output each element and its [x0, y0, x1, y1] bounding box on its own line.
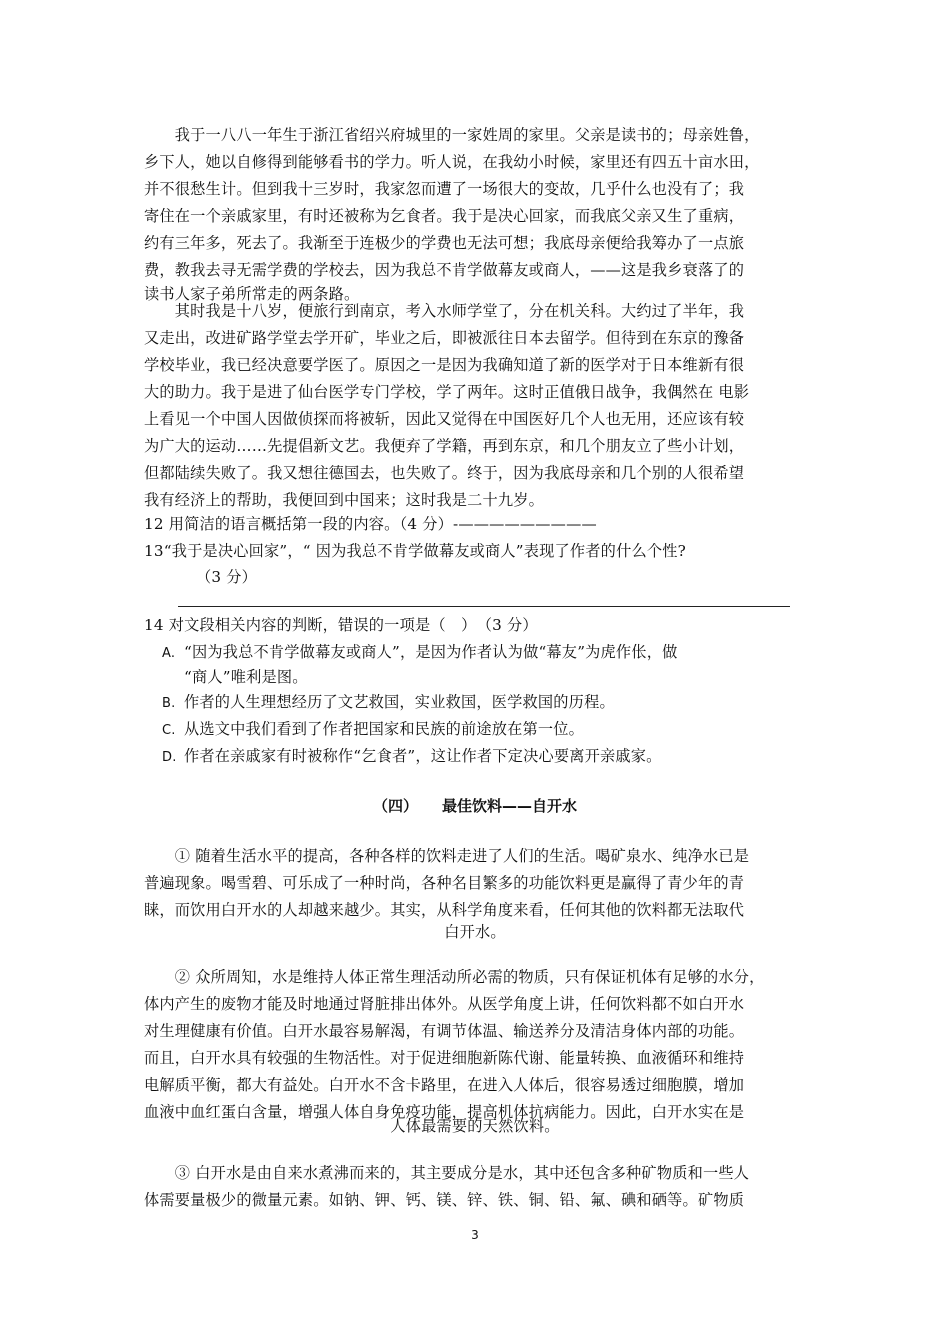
option-text: “商人”唯利是图。 — [184, 668, 308, 686]
text-line: 但都陆续失败了。我又想往德国去，也失败了。终于，因为我底母亲和几个别的人很希望 — [144, 464, 745, 482]
text-line: 为广大的运动……先提倡新文艺。我便弃了学籍，再到东京，和几个朋友立了些小计划， — [144, 437, 745, 455]
text-line: 寄住在一个亲戚家里，有时还被称为乞食者。我于是决心回家，而我底父亲又生了重病， — [144, 207, 745, 225]
option-b — [162, 691, 615, 715]
text-line: 其时我是十八岁，便旅行到南京，考入水师学堂了，分在机关科。大约过了半年，我 — [144, 302, 745, 320]
text-line: 读书人家子弟所常走的两条路。 — [144, 285, 360, 303]
option-marker: C. — [162, 723, 176, 738]
question-13-points: （3 分） — [196, 568, 258, 586]
text-line: ② 众所周知，水是维持人体正常生理活动所必需的物质，只有保证机体有足够的水分， — [144, 968, 765, 986]
text-line: 体需要量极少的微量元素。如钠、钾、钙、镁、锌、铁、铜、铅、氟、碘和硒等。矿物质 — [144, 1191, 745, 1209]
option-d — [162, 745, 662, 769]
option-marker: A. — [162, 646, 176, 661]
text-line: 上看见一个中国人因做侦探而将被斩，因此又觉得在中国医好几个人也无用，还应该有较 — [144, 410, 745, 428]
question-13: 13“我于是决心回家”，“ 因为我总不肯学做幕友或商人”表现了作者的什么个性? — [144, 542, 686, 560]
text-line: 人体最需要的天然饮料。 — [390, 1117, 560, 1135]
answer-line[interactable] — [178, 606, 790, 607]
text-line: 大的助力。我于是进了仙台医学专门学校，学了两年。这时正值俄日战争，我偶然在 电影 — [144, 383, 750, 401]
text-line: 费，教我去寻无需学费的学校去，因为我总不肯学做幕友或商人，——这是我乡衰落了的 — [144, 261, 745, 279]
text-line: 并不很愁生计。但到我十三岁时，我家忽而遭了一场很大的变故，几乎什么也没有了；我 — [144, 180, 745, 198]
text-line: 学校毕业，我已经决意要学医了。原因之一是因为我确知道了新的医学对于日本维新有很 — [144, 356, 745, 374]
text-line: ③ 白开水是由自来水煮沸而来的，其主要成分是水，其中还包含多种矿物质和一些人 — [144, 1164, 750, 1182]
text-line: 对生理健康有价值。白开水最容易解渴，有调节体温、输送养分及清洁身体内部的功能。 — [144, 1022, 745, 1040]
text-line: 体内产生的废物才能及时地通过肾脏排出体外。从医学角度上讲，任何饮料都不如白开水 — [144, 995, 745, 1013]
text-line: 乡下人，她以自修得到能够看书的学力。听人说，在我幼小时候，家里还有四五十亩水田， — [144, 153, 760, 171]
text-line: 电解质平衡，都大有益处。白开水不含卡路里，在进入人体后，很容易透过细胞膜，增加 — [144, 1076, 745, 1094]
text-line: 而且，白开水具有较强的生物活性。对于促进细胞新陈代谢、能量转换、血液循环和维持 — [144, 1049, 745, 1067]
option-text: “因为我总不肯学做幕友或商人”，是因为作者认为做“幕友”为虎作伥，做 — [184, 643, 678, 661]
text-line: 白开水。 — [444, 923, 506, 941]
option-c — [162, 718, 584, 742]
text-line: 血液中血红蛋白含量，增强人体自身免疫功能，提高机体抗病能力。因此，白开水实在是 — [144, 1103, 745, 1121]
section-number: （四） — [372, 797, 418, 815]
text-line: ① 随着生活水平的提高，各种各样的饮料走进了人们的生活。喝矿泉水、纯净水已是 — [144, 847, 750, 865]
question-12: 12 用简洁的语言概括第一段的内容。（4 分）-————————— — [144, 515, 597, 533]
text-line: 普遍现象。喝雪碧、可乐成了一种时尚，各种名目繁多的功能饮料更是赢得了青少年的青 — [144, 874, 745, 892]
text-line: 我于一八八一年生于浙江省绍兴府城里的一家姓周的家里。父亲是读书的；母亲姓鲁， — [144, 126, 760, 144]
text-line: 睐，而饮用白开水的人却越来越少。其实，从科学角度来看，任何其他的饮料都无法取代 — [144, 901, 745, 919]
option-text: 作者在亲戚家有时被称作“乞食者”，这让作者下定决心要离开亲戚家。 — [184, 747, 662, 765]
section-heading: 最佳饮料——自开水 — [442, 797, 578, 815]
option-marker: D. — [162, 750, 177, 765]
text-line: 我有经济上的帮助，我便回到中国来；这时我是二十九岁。 — [144, 491, 545, 509]
option-text: 从选文中我们看到了作者把国家和民族的前途放在第一位。 — [184, 720, 585, 738]
text-line: 约有三年多，死去了。我渐至于连极少的学费也无法可想；我底母亲便给我筹办了一点旅 — [144, 234, 745, 252]
option-marker: B. — [162, 696, 176, 711]
text-line: 又走出，改进矿路学堂去学开矿，毕业之后，即被派往日本去留学。但待到在东京的豫备 — [144, 329, 745, 347]
option-text: 作者的人生理想经历了文艺救国，实业救国，医学救国的历程。 — [184, 693, 615, 711]
section-title — [0, 795, 950, 817]
question-14: 14 对文段相关内容的判断，错误的一项是（ ） （3 分） — [144, 616, 538, 634]
page-number: 3 — [471, 1228, 479, 1242]
